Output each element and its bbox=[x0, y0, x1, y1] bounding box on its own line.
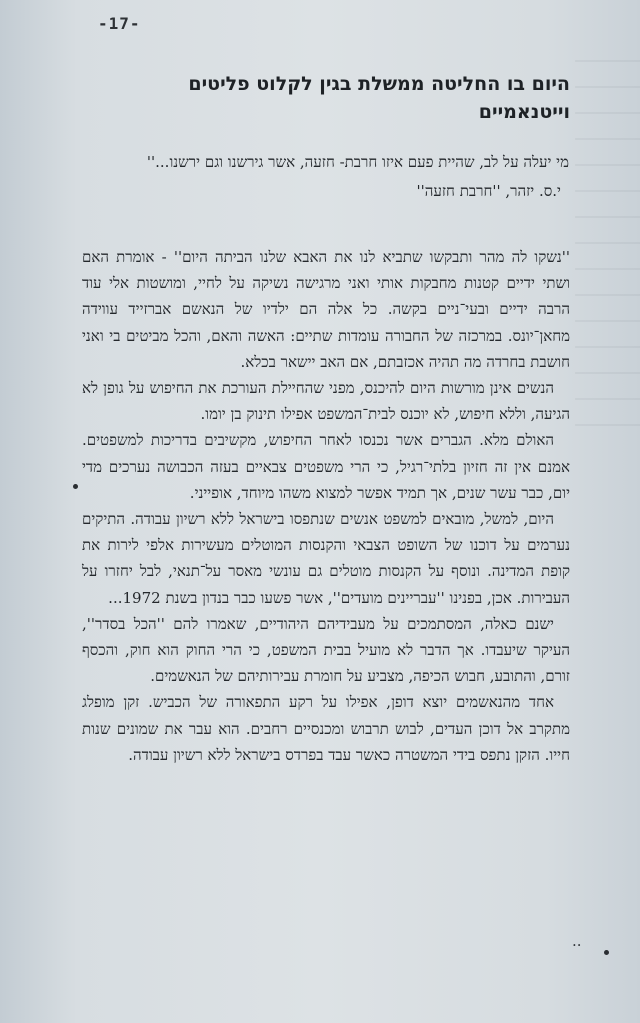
punch-hole-mark bbox=[73, 484, 78, 489]
epigraph-source: י.ס. יזהר, ''חרבת חזעה'' bbox=[416, 182, 561, 200]
article-body bbox=[82, 244, 570, 768]
article-title: היום בו החליטה ממשלת בגין לקלוט פליטים וייטנאמיים bbox=[188, 73, 570, 123]
paragraph: ''נשקו לה מהר ותבקשו שתביא לנו את האבא שלנו הביתה היום'' - אומרת האם ושתי ידיים קטנות מחבקות אותי ואני מרגישה נשיקה על לחיי, ומושטות אלי עוד הרבה ידיים ובעי־ניים בקשה. כל אלה הם ילדיו של הנאשם אברזייד עווידה מחאן־יונס. במרכזה של החבורה עומדות שתיים: האשה והאם, והכל מביטים בי ואני חושבת בחרדה מה תהיה אכזבתם, אם האב יישאר בכלא. bbox=[82, 248, 570, 371]
paragraph: הנשים אינן מורשות היום להיכנס, מפני שהחיילת העורכת את החיפוש על גופן לא הגיעה, וללא חיפוש, לא יוכנס לבית־המשפט אפילו תינוק בן יומו. bbox=[82, 379, 570, 424]
punch-hole-mark bbox=[604, 950, 609, 955]
epigraph bbox=[96, 149, 569, 205]
paragraph: האולם מלא. הגברים אשר נכנסו לאחר החיפוש, מקשיבים בדריכות למשפטים. אמנם אין זה חזיון בלתי־רגיל, כי הרי משפטים צבאיים בעזה הכבושה נערכים מדי יום, כבר עשר שנים, אך תמיד אפשר למצוא משהו מיוחד, אופייני. bbox=[82, 431, 570, 502]
page-number: -17- bbox=[98, 14, 141, 33]
paragraph: אחד מהנאשמים יוצא דופן, אפילו על רקע התפאורה של הכביש. זקן מופלג מתקרב אל דוכן העדים, לבוש תרבוש ומכנסיים רחבים. הוא עבר את שמונים שנות חייו. הזקן נתפס בידי המשטרה כאשר עבד בפרדס בישראל ללא רשיון עבודה. bbox=[82, 693, 570, 764]
paragraph: ישנם כאלה, המסתמכים על מעבידיהם היהודיים, שאמרו להם ''הכל בסדר'', העיקר שיעבדו. אך הדבר לא מועיל בבית המשפט, כי הרי החוק הוא חוק, והכסף זורם, והתובע, חבוש הכיפה, מצביע על חומרת עבירותיהם של הנאשמים. bbox=[82, 614, 570, 686]
epigraph-quote: מי יעלה על לב, שהיית פעם איזו חרבת- חזעה, אשר גירשנו וגם ירשנו...'' bbox=[146, 153, 569, 171]
paragraph: היום, למשל, מובאים למשפט אנשים שנתפסו בישראל ללא רשיון עבודה. התיקים נערמים על דוכנו של השופט הצבאי והקנסות המוטלים מעשירות אלפי לירות את קופת המדינה. ונוסף על הקנסות מוטלים גם עונשי מאסר על־תנאי, לבל יחזרו על העבירות. אכן, בפנינו ''עבריינים מועדים'', אשר פשעו כבר בנדון בשנת 1972... bbox=[82, 510, 570, 607]
continuation-mark: .. bbox=[572, 932, 582, 950]
show-through-text bbox=[575, 60, 640, 440]
